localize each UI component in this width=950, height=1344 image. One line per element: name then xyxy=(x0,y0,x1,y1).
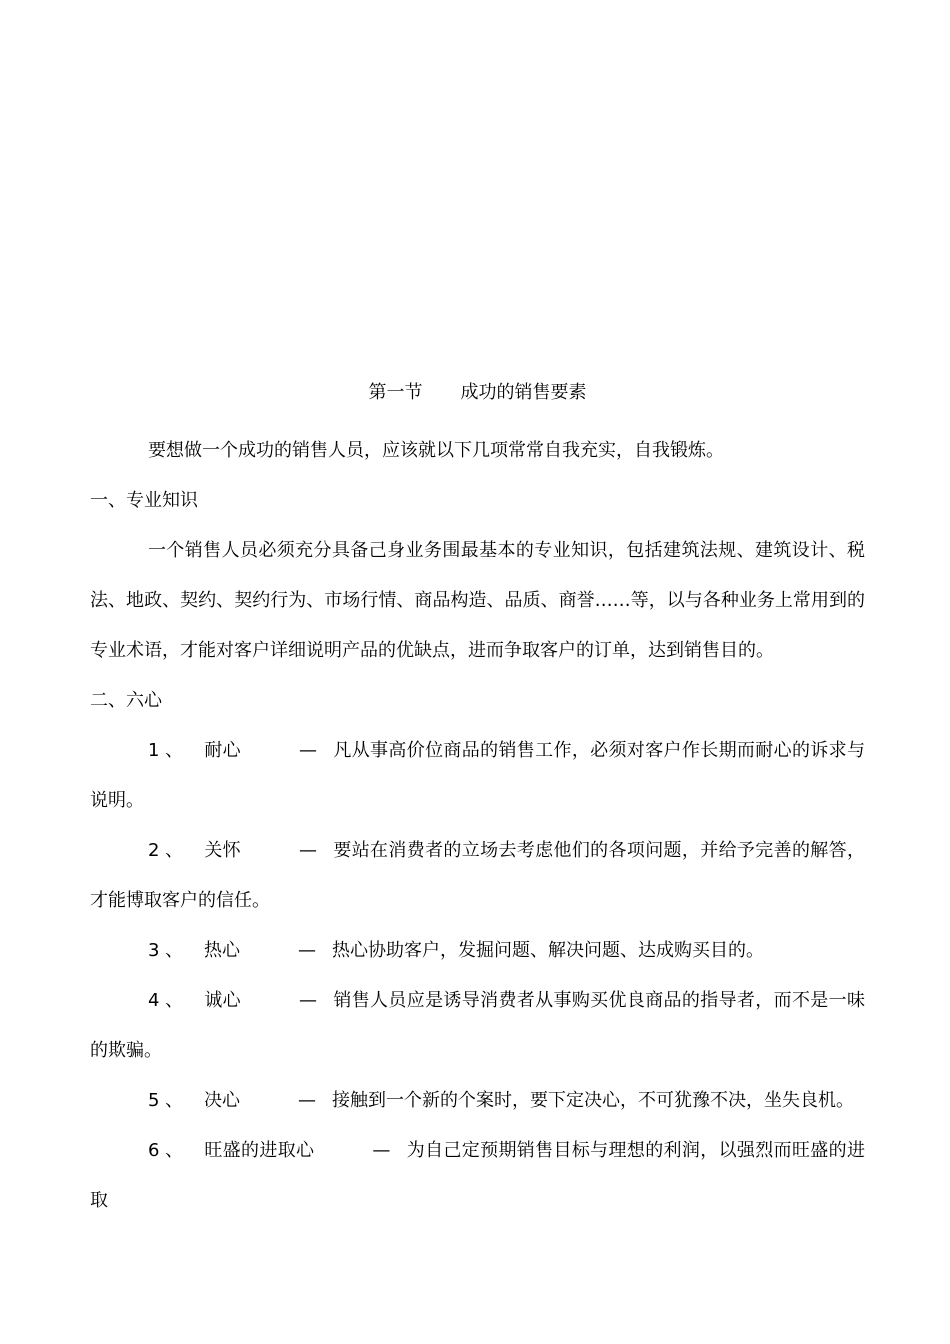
item-text: 为自己定预期销售目标与理想的利润，以强烈而旺盛的进取 xyxy=(90,1140,865,1211)
document-body xyxy=(90,376,865,1226)
item-dash: — xyxy=(298,940,316,961)
list-item xyxy=(90,1126,865,1226)
section-two-heading: 二、六心 xyxy=(90,690,162,711)
item-keyword: 热心 xyxy=(204,940,240,961)
six-hearts-list xyxy=(90,726,865,1226)
item-number: 4 、 xyxy=(148,990,184,1011)
item-dash: — xyxy=(372,1140,391,1161)
item-number: 2 、 xyxy=(148,840,184,861)
item-number: 1 、 xyxy=(148,740,184,761)
item-keyword: 决心 xyxy=(204,1090,240,1111)
page-title xyxy=(90,376,865,426)
intro-paragraph: 要想做一个成功的销售人员，应该就以下几项常常自我充实，自我锻炼。 xyxy=(148,440,724,461)
list-item xyxy=(90,1076,865,1126)
title-text: 成功的销售要素 xyxy=(460,382,587,403)
item-keyword: 诚心 xyxy=(204,990,242,1011)
item-text: 接触到一个新的个案时，要下定决心，不可犹豫不决，坐失良机。 xyxy=(332,1090,854,1111)
section-one-body: 一个销售人员必须充分具备己身业务围最基本的专业知识，包括建筑法规、建筑设计、税法、地政、契约、契约行为、市场行情、商品构造、品质、商誉……等，以与各种业务上常用到的专业术语，才能对客户详细说明产品的优缺点，进而争取客户的订单，达到销售目的。 xyxy=(90,540,865,661)
item-text: 要站在消费者的立场去考虑他们的各项问题，并给予完善的解答，才能博取客户的信任。 xyxy=(90,840,865,911)
item-dash: — xyxy=(299,740,318,761)
item-text: 热心协助客户，发掘问题、解决问题、达成购买目的。 xyxy=(332,940,764,961)
list-item xyxy=(90,726,865,826)
item-keyword: 耐心 xyxy=(204,740,242,761)
list-item xyxy=(90,826,865,926)
item-number: 5 、 xyxy=(148,1090,184,1111)
item-number: 3 、 xyxy=(148,940,184,961)
item-dash: — xyxy=(299,990,318,1011)
item-keyword: 关怀 xyxy=(204,840,242,861)
item-text: 销售人员应是诱导消费者从事购买优良商品的指导者，而不是一味的欺骗。 xyxy=(90,990,865,1061)
section-one-heading: 一、专业知识 xyxy=(90,490,198,511)
item-dash: — xyxy=(299,840,318,861)
item-text: 凡从事高价位商品的销售工作，必须对客户作长期而耐心的诉求与说明。 xyxy=(90,740,865,811)
list-item xyxy=(90,926,865,976)
item-dash: — xyxy=(298,1090,316,1111)
title-section-number: 第一节 xyxy=(368,382,423,403)
item-number: 6 、 xyxy=(148,1140,184,1161)
list-item xyxy=(90,976,865,1076)
item-keyword: 旺盛的进取心 xyxy=(204,1140,315,1161)
